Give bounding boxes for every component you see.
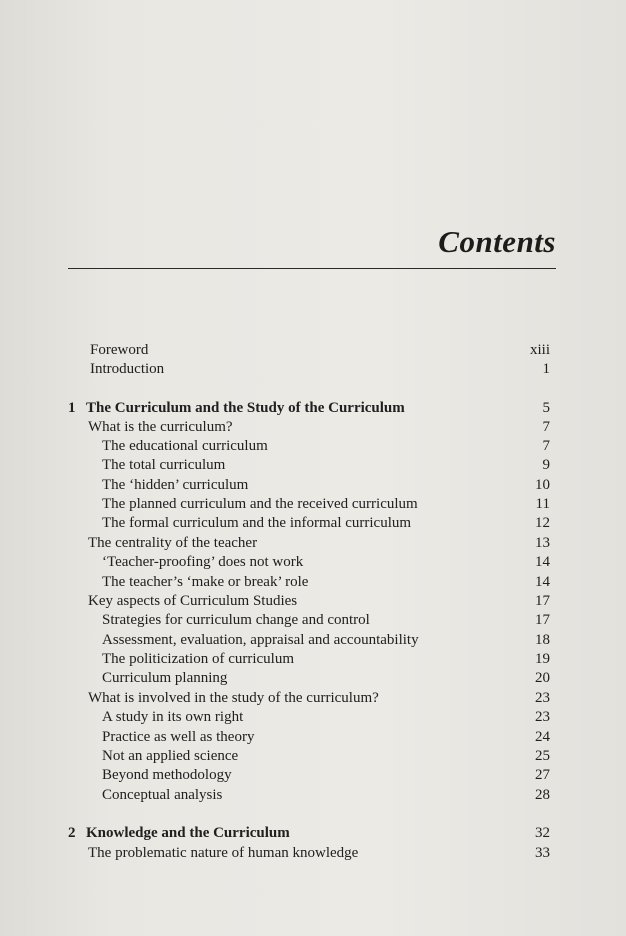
entry-page: 13 bbox=[535, 535, 550, 551]
toc-entry bbox=[0, 630, 626, 650]
entry-page: 18 bbox=[535, 632, 550, 648]
entry-page: 7 bbox=[542, 438, 550, 454]
chapter-title: Knowledge and the Curriculum bbox=[86, 825, 290, 841]
entry-page: 19 bbox=[535, 651, 550, 667]
entry-title: What is the curriculum? bbox=[88, 419, 233, 435]
entry-title: Strategies for curriculum change and control bbox=[102, 612, 370, 628]
entry-title: Beyond methodology bbox=[102, 767, 232, 783]
entry-page: 5 bbox=[542, 400, 550, 416]
entry-title: The educational curriculum bbox=[102, 438, 268, 454]
toc-entry bbox=[0, 785, 626, 805]
toc-entry bbox=[0, 340, 626, 360]
chapter-number: 2 bbox=[68, 825, 76, 841]
entry-title: Conceptual analysis bbox=[102, 787, 223, 803]
toc-entry bbox=[0, 688, 626, 708]
entry-title: The centrality of the teacher bbox=[88, 535, 258, 551]
entry-title: Key aspects of Curriculum Studies bbox=[88, 593, 298, 609]
entry-page: 24 bbox=[535, 729, 550, 745]
entry-page: 20 bbox=[535, 670, 550, 686]
entry-title: Foreword bbox=[90, 342, 149, 358]
toc-entry bbox=[0, 417, 626, 437]
entry-page: xiii bbox=[529, 342, 550, 358]
entry-title: The formal curriculum and the informal curriculum bbox=[102, 515, 412, 531]
entry-title: The problematic nature of human knowledge bbox=[88, 845, 359, 861]
entry-title: Curriculum planning bbox=[102, 670, 228, 686]
entry-page: 12 bbox=[535, 515, 550, 531]
entry-title: The ‘hidden’ curriculum bbox=[102, 477, 249, 493]
toc-entry bbox=[0, 552, 626, 572]
entry-title: Practice as well as theory bbox=[102, 729, 255, 745]
toc-entry bbox=[0, 707, 626, 727]
entry-title: What is involved in the study of the curriculum? bbox=[88, 690, 379, 706]
entry-page: 23 bbox=[535, 690, 550, 706]
toc-entry bbox=[0, 359, 626, 379]
toc-entry bbox=[0, 610, 626, 630]
entry-page: 17 bbox=[535, 593, 550, 609]
entry-page: 25 bbox=[535, 748, 550, 764]
entry-page: 23 bbox=[535, 709, 550, 725]
toc-entry bbox=[0, 591, 626, 611]
toc-chapter bbox=[0, 823, 626, 843]
entry-page: 9 bbox=[542, 457, 550, 473]
toc-entry bbox=[0, 455, 626, 475]
entry-page: 11 bbox=[535, 496, 550, 512]
entry-page: 28 bbox=[535, 787, 550, 803]
entry-title: The total curriculum bbox=[102, 457, 226, 473]
toc-entry bbox=[0, 475, 626, 495]
toc-entry bbox=[0, 765, 626, 785]
toc-entry bbox=[0, 513, 626, 533]
toc-entry bbox=[0, 727, 626, 747]
entry-title: Assessment, evaluation, appraisal and accountability bbox=[102, 632, 419, 648]
entry-title: ‘Teacher-proofing’ does not work bbox=[102, 554, 304, 570]
toc-chapter bbox=[0, 398, 626, 418]
entry-page: 14 bbox=[535, 574, 550, 590]
toc-entry bbox=[0, 746, 626, 766]
entry-page: 33 bbox=[535, 845, 550, 861]
entry-page: 1 bbox=[542, 361, 550, 377]
entry-page: 14 bbox=[535, 554, 550, 570]
chapter-number: 1 bbox=[68, 400, 76, 416]
entry-page: 10 bbox=[535, 477, 550, 493]
toc-entry bbox=[0, 494, 626, 514]
toc-entry bbox=[0, 533, 626, 553]
title-rule bbox=[68, 268, 556, 269]
contents-title: Contents bbox=[438, 224, 556, 259]
toc-entry bbox=[0, 843, 626, 863]
entry-page: 32 bbox=[535, 825, 550, 841]
entry-title: The teacher’s ‘make or break’ role bbox=[102, 574, 309, 590]
toc-entry bbox=[0, 436, 626, 456]
toc-entry bbox=[0, 572, 626, 592]
toc-entry bbox=[0, 649, 626, 669]
chapter-title: The Curriculum and the Study of the Curriculum bbox=[86, 400, 405, 416]
entry-page: 17 bbox=[535, 612, 550, 628]
entry-title: The planned curriculum and the received curriculum bbox=[102, 496, 418, 512]
entry-page: 27 bbox=[535, 767, 550, 783]
entry-title: The politicization of curriculum bbox=[102, 651, 295, 667]
toc-entry bbox=[0, 668, 626, 688]
entry-page: 7 bbox=[542, 419, 550, 435]
entry-title: Not an applied science bbox=[102, 748, 239, 764]
entry-title: A study in its own right bbox=[102, 709, 244, 725]
entry-title: Introduction bbox=[90, 361, 165, 377]
